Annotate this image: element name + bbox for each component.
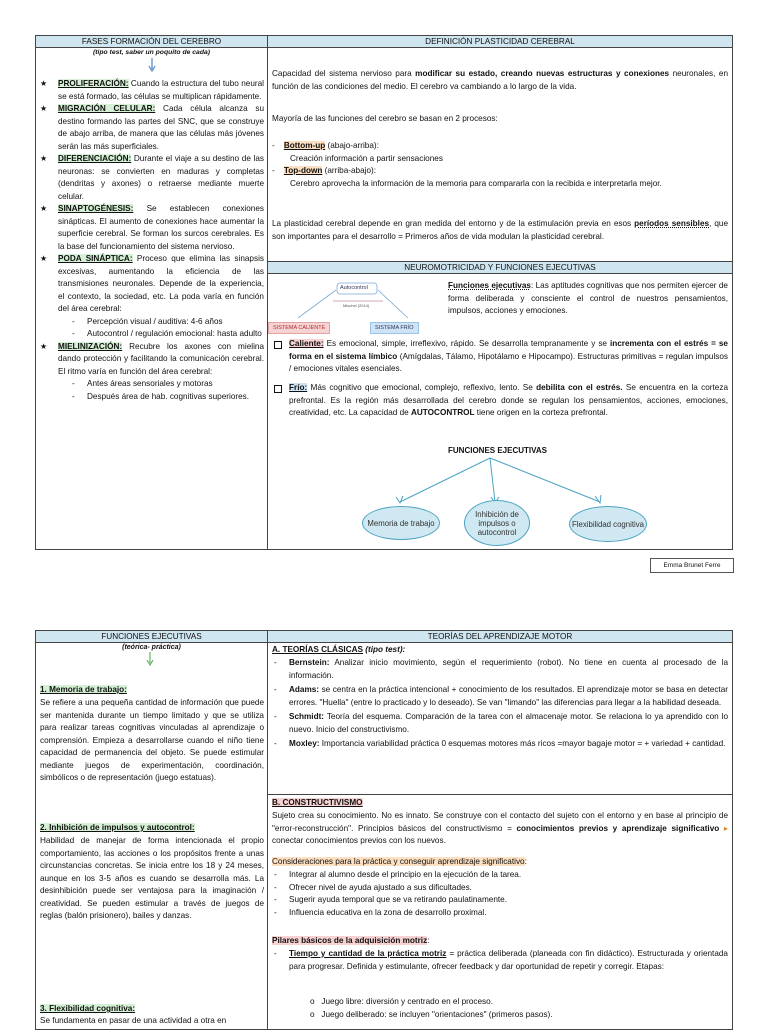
sub-text: Autocontrol / regulación emocional: hasta adulto <box>87 329 262 338</box>
pilares-title-text: Pilares básicos de la adquisición motriz <box>272 936 428 945</box>
section-a-note: (tipo test): <box>362 645 406 654</box>
page2-left-header: FUNCIONES EJECUTIVAS <box>36 631 267 643</box>
list-item <box>38 153 264 203</box>
text-part: Se encuentra en la corteza prefrontal. Es la región más desarrollada del cerebro donde se regulan los pensamientos, acciones, emociones, creatividad, etc. La capacidad de <box>289 383 728 417</box>
theories-list <box>272 657 728 751</box>
pilar-text: = práctica deliberada (planeada con fin didáctico). Estructurada y orientada para progresar. Definida y estimulante, ofrecer feedback y dar oportunidad de repetir y corregir. Etapas: <box>289 949 728 971</box>
top-down-label: Top-down <box>283 166 323 175</box>
constructivismo-label <box>272 797 728 810</box>
down-arrow-icon <box>148 58 156 77</box>
memoria-text: Se refiere a una pequeña cantidad de información que puede ser mantenida durante un tiempo limitado y que se utiliza para realizar tareas cognitivas vinculadas al aprendizaje o comprensión. Empieza a desarrollarse cuando el niño tiene capacidad de permanencia del objeto. Se puede estimular mediante juegos de experimentación, coordinación, simbólicos o de representación (juego estatuas). <box>40 698 264 782</box>
plasticity-processes-intro: Mayoría de las funciones del cerebro se basan en 2 procesos: <box>272 114 498 123</box>
sub-text: Después área de hab. cognitivas superiores. <box>87 391 250 401</box>
phase-name: DIFERENCIACIÓN: <box>58 154 132 163</box>
text-part: (abajo-arriba): <box>325 141 379 150</box>
theory-text: Importancia variabilidad práctica 0 esquemas motores más ricos =mayor bagaje motor = + variedad + cantidad. <box>319 739 726 748</box>
plasticity-sensitive-periods <box>272 218 728 243</box>
text-bold: AUTOCONTROL <box>410 408 475 417</box>
text-part: (arriba-abajo): <box>322 166 377 175</box>
section-b-label: B. CONSTRUCTIVISMO <box>272 798 363 807</box>
list-item: - Bernstein: Analizar inicio movimiento, según el requerimiento (robot). No tiene en cuenta al procesado de la información. <box>274 658 728 680</box>
section-a-label: A. TEORÍAS CLÁSICAS <box>272 645 363 654</box>
theory-name: Moxley: <box>289 739 320 748</box>
phase-text: Proceso que elimina las sinapsis excesivas, aumentando la eficiencia de las transmisiones neuronales. Depende de la experiencia, el contexto, la sociedad, etc. La poda varía en función del área cerebral: <box>58 254 264 313</box>
star-icon: ★ <box>40 254 48 263</box>
plasticity-definition <box>272 68 728 93</box>
list-item: - Schmidt: Teoría del esquema. Comparación de la tarea con el almacenaje motor. Se relaciona lo ya aprendido con lo nuevo. Inicio del constructivismo. <box>274 712 728 734</box>
etapas-list <box>310 996 720 1021</box>
phases-list <box>38 78 264 403</box>
text-bold: períodos sensibles <box>634 219 710 228</box>
list-item: - Percepción visual / auditiva: 4-6 años <box>72 316 223 326</box>
etapa-text: Juego deliberado: se incluyen "orientaciones" (primeros pasos). <box>321 1009 553 1019</box>
list-item <box>310 1009 720 1022</box>
consideraciones-title: Consideraciones para la práctica y conseguir aprendizaje significativo: <box>272 857 527 866</box>
theory-text: Teoría del esquema. Comparación de la tarea con el almacenaje motor. Se relaciona lo ya aprendido con lo nuevo. Inicio del constructivismo. <box>289 712 728 734</box>
pilares-title: Pilares básicos de la adquisición motriz: <box>272 936 430 945</box>
author-badge: Emma Brunet Ferre <box>650 558 734 573</box>
list-item: - Sugerir ayuda temporal que se va retirando paulatinamente. <box>274 895 508 904</box>
top-down-item: - Top-down (arriba-abajo): Cerebro aprovecha la información de la memoria para compararla con la recibida e interpretarla mejor. <box>272 165 728 190</box>
bottom-up-desc: Creación información a partir sensaciones <box>290 153 443 163</box>
caliente-item <box>272 338 728 376</box>
arrow-right-icon: ▸ <box>719 823 729 833</box>
phase-text: Cada célula alcanza su destino formando las partes del SNC, que se construye de abajo arriba, de manera que las células más jóvenes serán las más superficiales. <box>58 104 264 151</box>
text-part: Más cognitivo que emocional, complejo, reflexivo, lento. Se <box>307 383 537 392</box>
bottom-up-label: Bottom-up <box>283 141 326 150</box>
circle-bullet-icon: o <box>310 997 322 1006</box>
constructivismo-divider <box>268 794 733 795</box>
list-item: - Influencia educativa en la zona de desarrollo proximal. <box>274 907 487 917</box>
theory-text: se centra en la práctica intencional + conocimiento de los resultados. El aprendizaje motor se basa en detectar errores. "Huella" (entre lo practicado y lo deseado). Se van "limando" las diferencias para llegar a la habilidad deseada. <box>289 685 728 707</box>
list-item <box>38 78 264 103</box>
neuro-header: NEUROMOTRICIDAD Y FUNCIONES EJECUTIVAS <box>268 262 732 274</box>
page1-right-header: DEFINICIÓN PLASTICIDAD CEREBRAL <box>268 36 732 48</box>
phase-text: Cuando la estructura del tubo neural se está formado, las células se multiplican rápidamente. <box>58 79 264 101</box>
text-part: conectar conocimientos previos con los nuevos. <box>272 836 446 845</box>
phase-text: Se establecen conexiones sinápticas. El aumento de conexiones hace aumentar la superficie cerebral. Se forman los surcos cerebrales. Es la base del funcionamiento del sistema nervioso. <box>58 204 264 251</box>
frio-item <box>272 382 728 420</box>
text-part: La plasticidad cerebral depende en gran medida del entorno y de la estimulación previa en esos <box>272 219 635 228</box>
page1-left-note: (tipo test, saber un poquito de cada) <box>92 49 211 56</box>
text-part: : Las aptitudes cognitivas que nos permiten ejercer de forma deliberada y consciente el control de nuestros pensamientos, impulsos, acciones y emociones. <box>448 281 728 315</box>
phase-name: MIELINIZACIÓN: <box>58 341 123 351</box>
phase-name: SINAPTOGÉNESIS: <box>58 204 134 213</box>
etapa-text: Juego libre: diversión y centrado en el proceso. <box>321 997 493 1006</box>
tree-title: FUNCIONES EJECUTIVAS <box>448 446 547 455</box>
mielin-sublist <box>58 378 264 403</box>
text-part: Sujeto crea su conocimiento. No es innato. Se construye con el contacto del sujeto con el entorno y en base al principio de "error-reconstrucción". Principios básicos del constructivismo = <box>272 811 728 833</box>
phase-name: PROLIFERACIÓN: <box>58 79 129 88</box>
star-icon: ★ <box>40 154 48 163</box>
text-bold: incrementa con el estrés = se forma en el sistema límbico <box>289 339 728 361</box>
text-part: Capacidad del sistema nervioso para <box>272 69 416 78</box>
text-part: Es emocional, simple, irreflexivo, rápido. Se desarrolla tempranamente y se <box>323 339 610 348</box>
theory-text: Analizar inicio movimiento, según el requerimiento (robot). No tiene en cuenta al procesado de la información. <box>289 658 728 680</box>
text-bold: modificar su estado, creando nuevas estructuras y conexiones <box>415 69 670 78</box>
sistema-caliente-label: SISTEMA CALIENTE <box>268 322 330 334</box>
list-item: - Adams: se centra en la práctica intencional + conocimiento de los resultados. El aprendizaje motor se basa en detectar errores. "Huella" (entre lo practicado y lo deseado). Se van "limando" las diferencias para llegar a la habilidad deseada. <box>274 685 728 707</box>
pilar-item: - Tiempo y cantidad de la práctica motriz = práctica deliberada (planeada con fin didáctico). Estructurada y orientada para progresar. Definida y estimulante, ofrecer feedback y dar oportunidad de repetir y corregir. Etapas: <box>274 949 728 971</box>
tree-node-inhibicion: Inhibición de impulsos o autocontrol <box>464 500 530 546</box>
sub-text: Percepción visual / auditiva: 4-6 años <box>87 316 223 326</box>
theory-name: Bernstein: <box>289 658 330 667</box>
phase-text: Durante el viaje a su destino de las neuronas: se convierten en maduras y completas (dendritas y axones) o retraerse mediante muerte celular. <box>58 154 264 201</box>
text-bold: conocimientos previos y aprendizaje significativo <box>516 823 720 833</box>
inhibicion-text: Habilidad de manejar de forma intencionada el propio comportamiento, las acciones o los propósitos frente a unas circunstancias concretas. Se inicia entre los 18 y 24 meses, aunque en los 3-5 años es cuando se desarrolla más. La desinhibición puede ser ventajosa para la imaginación / creatividad. Se pueden estimular a través de juegos de reglas (balón prisionero), bailes y danzas. <box>40 836 264 920</box>
sistema-frio-label: SISTEMA FRÍO <box>370 322 419 334</box>
consid-text: Sugerir ayuda temporal que se va retirando paulatinamente. <box>289 895 508 904</box>
circle-bullet-icon: o <box>310 1009 322 1019</box>
star-icon: ★ <box>40 79 48 88</box>
text-part: neuronales, en función de las condiciones del medio. El cerebro va cambiando a lo largo de la vida. <box>272 69 728 91</box>
autocontrol-label: Autocontrol <box>340 285 368 291</box>
theory-name: Schmidt: <box>289 712 325 721</box>
tree-node-flexibilidad: Flexibilidad cognitiva <box>569 506 647 542</box>
list-item: - Después área de hab. cognitivas superiores. <box>72 391 250 401</box>
poda-sublist <box>58 316 264 341</box>
teorias-clasicas-label <box>272 644 728 657</box>
text-bold: debilita con el estrés. <box>536 383 623 392</box>
autocontrol-diagram <box>268 280 438 342</box>
mischel-cite: Mischel (2014) <box>343 303 370 308</box>
list-item: - Autocontrol / regulación emocional: hasta adulto <box>72 329 262 338</box>
fe-title: Funciones ejecutivas <box>448 281 531 290</box>
memoria-title-text: 1. Memoria de trabajo: <box>40 685 127 694</box>
text-part: , que son importantes para el desarrollo = Primeros años de vida modulan la plasticidad cerebral. <box>272 219 729 241</box>
sub-text: Antes áreas sensoriales y motoras <box>87 379 213 388</box>
memoria-title <box>40 684 264 697</box>
list-item: - Antes áreas sensoriales y motoras <box>72 379 213 388</box>
list-item: - Integrar al alumno desde el principio en la ejecución de la tarea. <box>274 870 522 879</box>
list-item <box>310 996 720 1009</box>
consideraciones-title-text: Consideraciones para la práctica y conseguir aprendizaje significativo <box>272 857 525 866</box>
checkbox-icon <box>274 341 282 349</box>
phase-name: PODA SINÁPTICA: <box>58 254 133 263</box>
pilar-label: Tiempo y cantidad de la práctica motriz <box>289 949 447 958</box>
consid-text: Influencia educativa en la zona de desarrollo proximal. <box>289 907 487 917</box>
list-item <box>38 103 264 153</box>
caliente-label: Caliente: <box>289 339 324 348</box>
tree-node-memoria: Memoria de trabajo <box>362 506 440 540</box>
theory-name: Adams: <box>289 685 320 694</box>
star-icon: ★ <box>40 341 48 351</box>
page2-left-note: (teórica- práctica) <box>122 644 181 651</box>
bottom-up-item: - Bottom-up (abajo-arriba): Creación información a partir sensaciones <box>272 141 443 163</box>
checkbox-icon <box>274 385 282 393</box>
list-item: - Ofrecer nivel de ayuda ajustado a sus dificultades. <box>274 882 472 892</box>
text-part: tiene origen en la corteza prefrontal. <box>474 408 608 417</box>
flexibilidad-title-text: 3. Flexibilidad cognitiva: <box>40 1004 136 1013</box>
down-arrow-icon <box>146 652 154 671</box>
list-item <box>38 203 264 253</box>
top-down-desc: Cerebro aprovecha la información de la memoria para compararla con la recibida e interpretarla mejor. <box>290 178 662 188</box>
list-item <box>38 253 264 341</box>
inhibicion-title-text: 2. Inhibición de impulsos y autocontrol: <box>40 823 195 832</box>
consideraciones-list <box>272 869 728 919</box>
phase-text: Recubre los axones con mielina dando protección y facilitando la comunicación cerebral. El ritmo varía en función del área cerebral: <box>58 341 264 376</box>
flexibilidad-text: Se fundamenta en pasar de una actividad a otra en <box>40 1016 227 1025</box>
consid-text: Integrar al alumno desde el principio en la ejecución de la tarea. <box>289 870 522 879</box>
fe-definition <box>448 280 728 318</box>
page2-column-divider <box>267 630 268 1030</box>
list-item <box>38 341 264 404</box>
frio-label: Frío: <box>289 383 308 392</box>
page1-left-header: FASES FORMACIÓN DEL CEREBRO <box>36 36 267 48</box>
constructivismo-text <box>272 810 728 848</box>
text-part: (Amígdalas, Tálamo, Hipotálamo e Hipocampo). Estructuras primitivas = regulan impulsos / emociones vitales esenciales. <box>289 351 729 373</box>
page2-right-header: TEORÍAS DEL APRENDIZAJE MOTOR <box>268 631 732 643</box>
consid-text: Ofrecer nivel de ayuda ajustado a sus dificultades. <box>289 882 472 892</box>
flexibilidad-title <box>40 1003 264 1016</box>
phase-name: MIGRACIÓN CELULAR: <box>58 104 156 113</box>
inhibicion-title <box>40 822 264 835</box>
star-icon: ★ <box>40 104 48 113</box>
list-item: - Moxley: Importancia variabilidad práctica 0 esquemas motores más ricos =mayor bagaje motor = + variedad + cantidad. <box>274 739 726 748</box>
star-icon: ★ <box>40 204 48 213</box>
